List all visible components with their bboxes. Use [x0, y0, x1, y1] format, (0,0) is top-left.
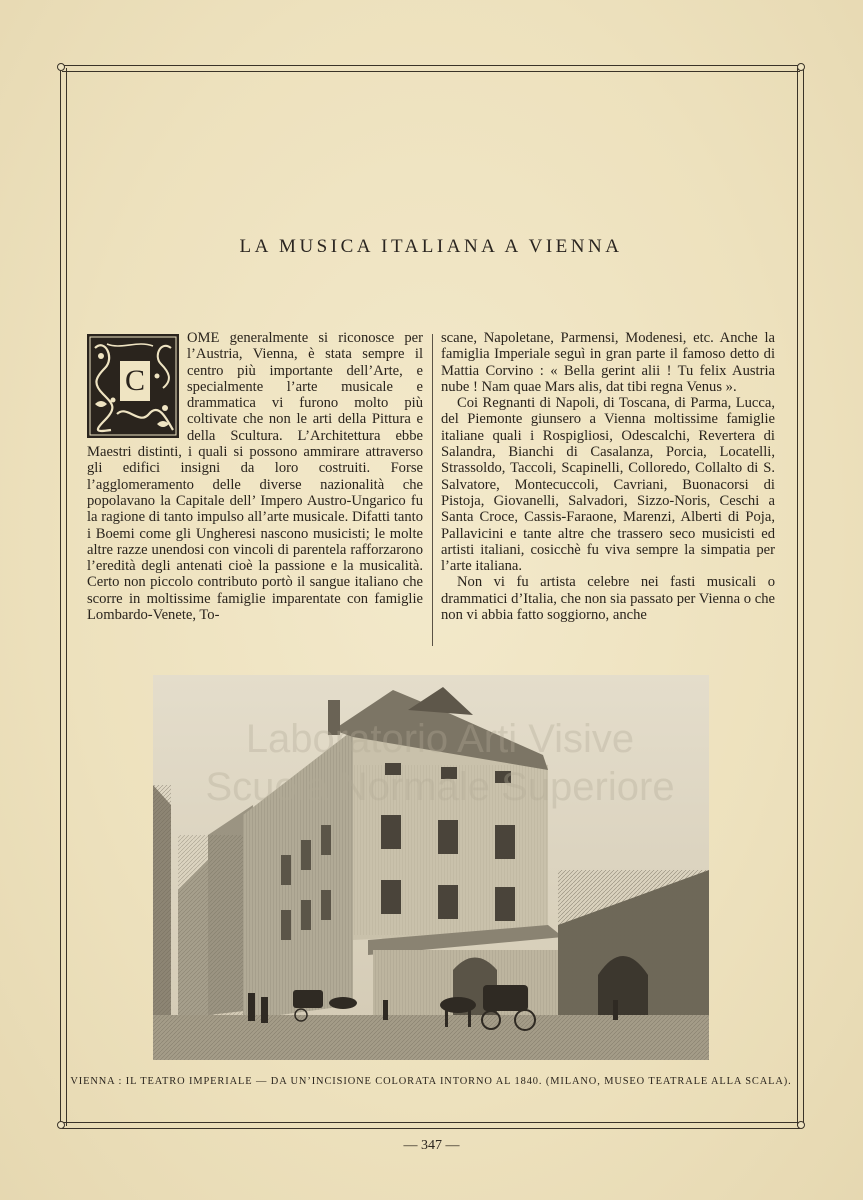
page-number: — 347 — — [403, 1138, 460, 1153]
left-column — [87, 330, 423, 623]
frame-corner-ornament — [797, 63, 805, 71]
theatre-illustration — [153, 675, 709, 1060]
frame-bottom-border — [62, 1122, 800, 1129]
frame-right-border — [797, 68, 804, 1126]
frame-corner-ornament — [57, 63, 65, 71]
column-divider — [432, 334, 433, 646]
watermark-line-1: Laboratorio Arti Visive — [245, 717, 635, 761]
left-column-text: OME generalmente si riconosce per l’Austria, Vienna, è stata sempre il centro più importante dell’Arte, e specialmente l’arte musicale e drammatica vi furono molto più coltivate che non le arti della Pittura e della Scultura. L’Architettura ebbe Maestri distinti, i quali si possono ammirare attraverso gli edifici insigni da loro costruiti. Forse l’agglomeramento delle diverse nazionalità che popolavano la Capitale dell’ Impero Austro-Ungarico fu la ragione di tanto impulso all’arte musicale. Difatti tanto i Boemi come gli Ungheresi nascono musicisti; le molte altre razze unendosi con vincoli di parentela rafforzarono l’eredità degli antenati cioè la passione e la musicalità. Certo non piccolo contributo portò il sangue italiano che scorre in moltissime famiglie imparentate con famiglie Lombardo-Venete, To- — [87, 330, 423, 624]
frame-top-border — [62, 65, 800, 72]
right-paragraph-3: Non vi fu artista celebre nei fasti musicali o drammatici d’Italia, che non sia passato per Vienna o che non vi abbia fatto soggiorno, anche — [441, 574, 775, 624]
right-paragraph-2: Coi Regnanti di Napoli, di Toscana, di Parma, Lucca, del Piemonte giunsero a Vienna moltissime famiglie italiane quali i Rospigliosi, Odescalchi, Revertera di Salandra, Bianchi di Casalanza, Porcia, Locatelli, Strassoldo, Taccoli, Scapinelli, Colloredo, Collalto di S. Salvatore, Montecuccoli, Cavriani, Buonacorsi di Pistoja, Giovanelli, Salvadori, Sizzo-Noris, Ceschi a Santa Croce, Cassis-Faraone, Marenzi, Alberti di Poja, Pallavicini e tante altre che trassero seco musicisti ed artisti italiani, cosicchè fu viva sempre la simpatia per l’arte italiana. — [441, 395, 775, 575]
frame-corner-ornament — [57, 1121, 65, 1129]
figure-caption: VIENNA : IL TEATRO IMPERIALE — DA UN’INCISIONE COLORATA INTORNO AL 1840. (MILANO, MUSEO TEATRALE ALLA SCALA). — [70, 1076, 792, 1087]
initial-letter: C — [119, 360, 151, 402]
right-column — [441, 330, 775, 623]
right-paragraph-1: scane, Napoletane, Parmensi, Modenesi, etc. Anche la famiglia Imperiale seguì in gran parte il famoso detto di Mattia Corvino : « Bella gerint alii ! Tu felix Austria nube ! Nam quae Mars alis, dat tibi regna Venus ». — [441, 330, 775, 395]
frame-left-border — [60, 68, 67, 1126]
frame-corner-ornament — [797, 1121, 805, 1129]
article-title: LA MUSICA ITALIANA A VIENNA — [239, 236, 623, 257]
theatre-engraving — [153, 675, 709, 1060]
decorative-initial-c — [87, 334, 179, 438]
watermark-line-2: Scuola Normale Superiore — [205, 765, 675, 809]
